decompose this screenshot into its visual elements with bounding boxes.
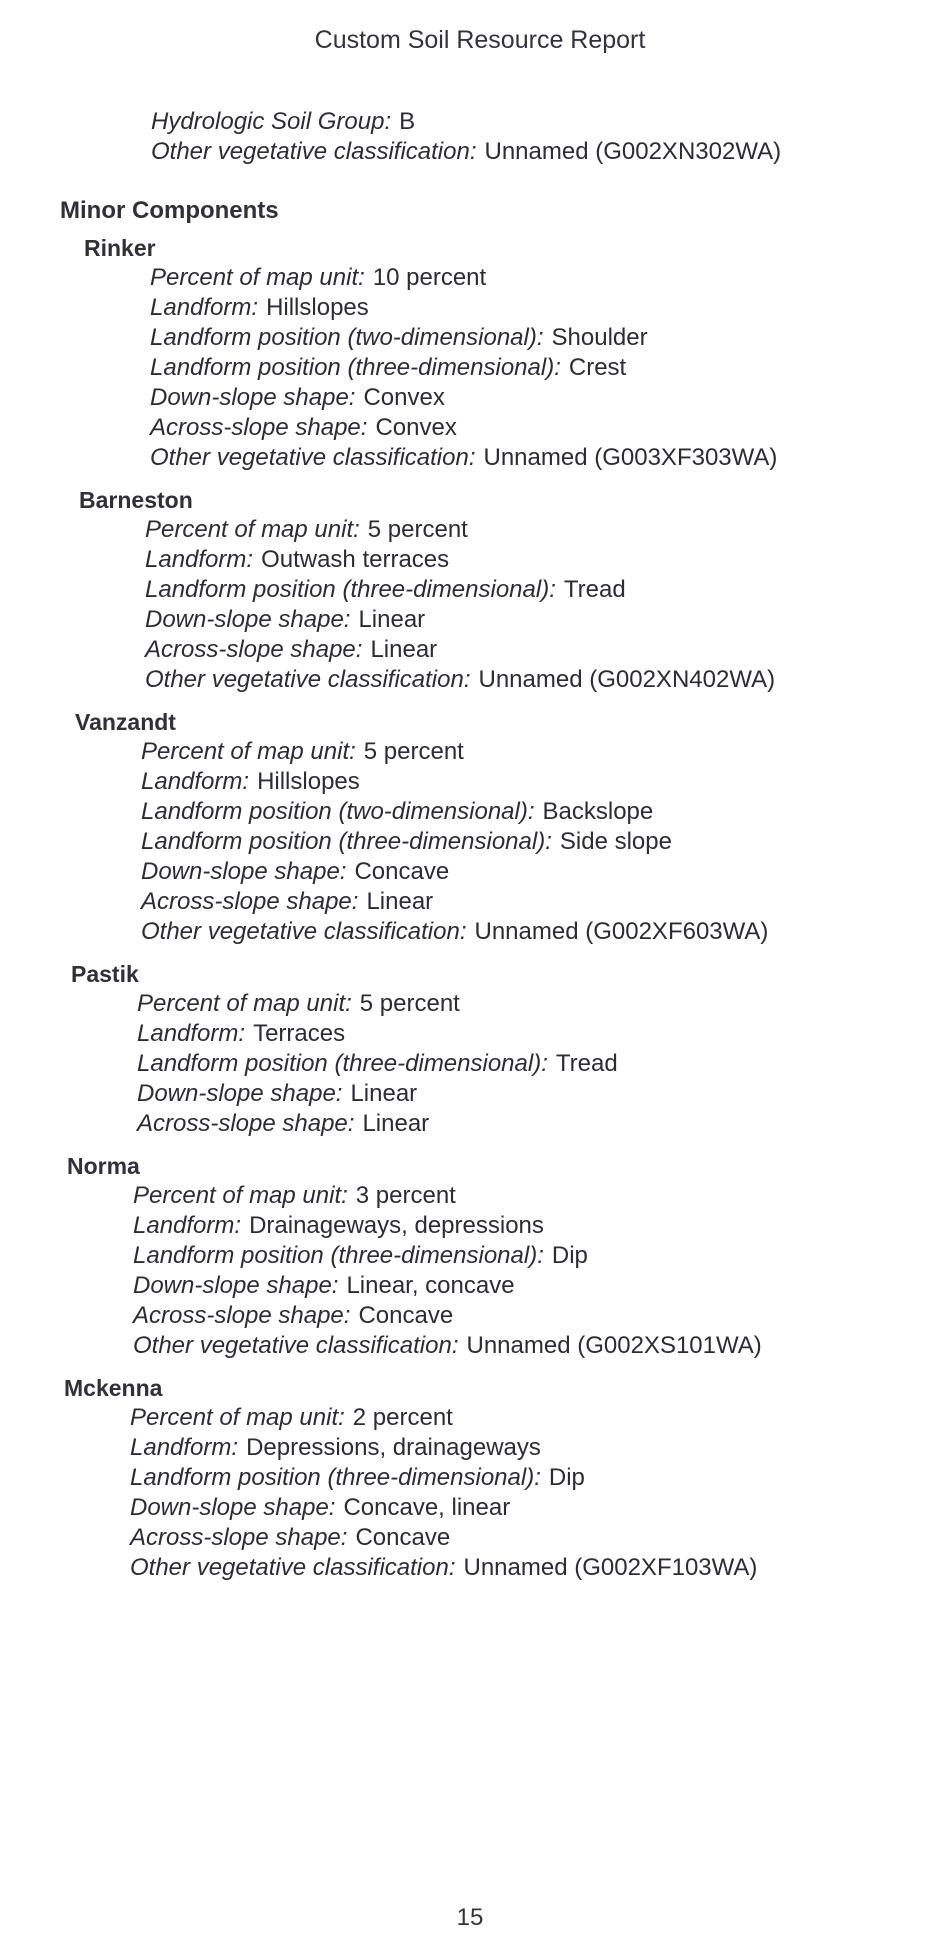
component-name: Rinker: [84, 235, 156, 261]
attribute-row: [151, 107, 880, 137]
component-rinker: [60, 233, 880, 473]
attribute-row: [150, 353, 880, 383]
page-number: 15: [456, 1904, 484, 1931]
component-attributes: [55, 515, 880, 695]
attribute-label: Down-slope shape:: [145, 606, 351, 633]
attribute-value: Hillslopes: [257, 768, 360, 795]
attribute-label: Down-slope shape:: [130, 1494, 336, 1521]
attribute-label: Percent of map unit:: [141, 738, 356, 765]
attribute-label: Percent of map unit:: [133, 1182, 348, 1209]
component-name: Mckenna: [64, 1375, 163, 1401]
attribute-label: Across-slope shape:: [137, 1110, 355, 1137]
attribute-row: [133, 1271, 880, 1301]
attribute-label: Other vegetative classification:: [133, 1332, 459, 1359]
attribute-row: [130, 1493, 880, 1523]
attribute-row: [141, 797, 880, 827]
attribute-label: Landform position (three-dimensional):: [141, 828, 552, 855]
attribute-value: 5 percent: [359, 990, 460, 1017]
top-attributes: [60, 107, 880, 167]
component-name: Barneston: [79, 487, 193, 513]
attribute-value: Linear: [366, 888, 434, 915]
attribute-row: [141, 827, 880, 857]
attribute-row: [151, 137, 880, 167]
attribute-row: [137, 1109, 880, 1139]
attribute-value: Concave: [354, 858, 450, 885]
attribute-row: [130, 1523, 880, 1553]
attribute-label: Percent of map unit:: [150, 264, 365, 291]
attribute-label: Down-slope shape:: [133, 1272, 339, 1299]
component-barneston: [55, 485, 880, 695]
attribute-value: Dip: [548, 1464, 585, 1491]
attribute-label: Landform position (two-dimensional):: [141, 798, 535, 825]
attribute-row: [133, 1331, 880, 1361]
attribute-row: [145, 515, 880, 545]
attribute-value: Outwash terraces: [261, 546, 450, 573]
attribute-label: Other vegetative classification:: [145, 666, 471, 693]
attribute-row: [133, 1181, 880, 1211]
component-name: Vanzandt: [75, 709, 176, 735]
attribute-label: Percent of map unit:: [145, 516, 360, 543]
attribute-value: Unnamed (G002XF103WA): [463, 1554, 758, 1581]
attribute-value: Hillslopes: [266, 294, 369, 321]
attribute-label: Other vegetative classification:: [130, 1554, 456, 1581]
attribute-value: Backslope: [542, 798, 654, 825]
attribute-row: [137, 1019, 880, 1049]
attribute-row: [141, 857, 880, 887]
attribute-value: 2 percent: [352, 1404, 453, 1431]
attribute-row: [141, 737, 880, 767]
attribute-value: Crest: [568, 354, 627, 381]
attribute-label: Percent of map unit:: [130, 1404, 345, 1431]
attribute-label: Across-slope shape:: [133, 1302, 351, 1329]
component-vanzandt: [51, 707, 880, 947]
attribute-value: Linear: [370, 636, 438, 663]
attribute-label: Hydrologic Soil Group:: [151, 108, 392, 135]
component-attributes: [40, 1403, 880, 1583]
page-header: Custom Soil Resource Report: [314, 26, 646, 54]
attribute-value: 10 percent: [372, 264, 487, 291]
attribute-label: Down-slope shape:: [137, 1080, 343, 1107]
attribute-value: Unnamed (G003XF303WA): [483, 444, 778, 471]
attribute-row: [133, 1211, 880, 1241]
attribute-row: [133, 1241, 880, 1271]
attribute-label: Landform:: [141, 768, 250, 795]
attribute-label: Landform position (three-dimensional):: [145, 576, 556, 603]
component-attributes: [47, 989, 880, 1139]
section-title: Minor Components: [60, 197, 279, 224]
component-norma: [43, 1151, 880, 1361]
attribute-row: [145, 545, 880, 575]
component-name: Norma: [67, 1153, 140, 1179]
attribute-row: [150, 323, 880, 353]
attribute-row: [145, 575, 880, 605]
component-attributes: [60, 263, 880, 473]
attribute-label: Landform:: [133, 1212, 242, 1239]
attribute-label: Other vegetative classification:: [151, 138, 477, 165]
attribute-label: Landform position (three-dimensional):: [133, 1242, 544, 1269]
attribute-row: [150, 443, 880, 473]
attribute-label: Down-slope shape:: [150, 384, 356, 411]
attribute-row: [141, 887, 880, 917]
attribute-label: Across-slope shape:: [141, 888, 359, 915]
attribute-label: Other vegetative classification:: [150, 444, 476, 471]
attribute-value: Concave: [355, 1524, 451, 1551]
attribute-value: Unnamed (G002XN302WA): [484, 138, 782, 165]
attribute-row: [150, 413, 880, 443]
attribute-value: Convex: [375, 414, 457, 441]
attribute-value: Linear: [362, 1110, 430, 1137]
attribute-row: [150, 263, 880, 293]
attribute-value: Unnamed (G002XN402WA): [478, 666, 776, 693]
attribute-value: Unnamed (G002XS101WA): [466, 1332, 762, 1359]
attribute-label: Across-slope shape:: [150, 414, 368, 441]
attribute-value: Dip: [551, 1242, 588, 1269]
attribute-value: Unnamed (G002XF603WA): [474, 918, 769, 945]
attribute-row: [137, 1079, 880, 1109]
attribute-row: [130, 1433, 880, 1463]
attribute-value: Drainageways, depressions: [249, 1212, 544, 1239]
attribute-label: Other vegetative classification:: [141, 918, 467, 945]
attribute-row: [141, 917, 880, 947]
component-attributes: [51, 737, 880, 947]
attribute-value: 3 percent: [355, 1182, 456, 1209]
attribute-value: 5 percent: [363, 738, 464, 765]
attribute-row: [145, 635, 880, 665]
attribute-value: Convex: [363, 384, 445, 411]
attribute-value: Linear: [358, 606, 426, 633]
attribute-row: [137, 1049, 880, 1079]
attribute-value: Linear, concave: [346, 1272, 515, 1299]
attribute-row: [130, 1403, 880, 1433]
attribute-value: Linear: [350, 1080, 418, 1107]
attribute-row: [133, 1301, 880, 1331]
attribute-value: Concave, linear: [343, 1494, 511, 1521]
attribute-label: Landform position (two-dimensional):: [150, 324, 544, 351]
attribute-row: [145, 665, 880, 695]
component-pastik: [47, 959, 880, 1139]
attribute-row: [145, 605, 880, 635]
attribute-row: [150, 293, 880, 323]
attribute-value: Concave: [358, 1302, 454, 1329]
attribute-label: Landform:: [130, 1434, 239, 1461]
attribute-row: [137, 989, 880, 1019]
attribute-row: [130, 1553, 880, 1583]
attribute-label: Across-slope shape:: [145, 636, 363, 663]
attribute-label: Landform:: [145, 546, 254, 573]
attribute-value: Tread: [563, 576, 626, 603]
attribute-label: Landform position (three-dimensional):: [137, 1050, 548, 1077]
attribute-label: Percent of map unit:: [137, 990, 352, 1017]
attribute-label: Landform position (three-dimensional):: [150, 354, 561, 381]
attribute-label: Across-slope shape:: [130, 1524, 348, 1551]
attribute-label: Landform:: [137, 1020, 246, 1047]
attribute-value: 5 percent: [367, 516, 468, 543]
component-name: Pastik: [71, 961, 139, 987]
attribute-row: [141, 767, 880, 797]
attribute-label: Landform position (three-dimensional):: [130, 1464, 541, 1491]
attribute-label: Landform:: [150, 294, 259, 321]
attribute-row: [150, 383, 880, 413]
attribute-value: Side slope: [559, 828, 672, 855]
attribute-value: Terraces: [253, 1020, 346, 1047]
attribute-label: Down-slope shape:: [141, 858, 347, 885]
attribute-value: Tread: [555, 1050, 618, 1077]
minor-components-list: [60, 233, 880, 1583]
attribute-value: Shoulder: [551, 324, 648, 351]
attribute-value: B: [399, 108, 416, 135]
component-attributes: [43, 1181, 880, 1361]
attribute-value: Depressions, drainageways: [246, 1434, 541, 1461]
component-mckenna: [40, 1373, 880, 1583]
attribute-row: [130, 1463, 880, 1493]
